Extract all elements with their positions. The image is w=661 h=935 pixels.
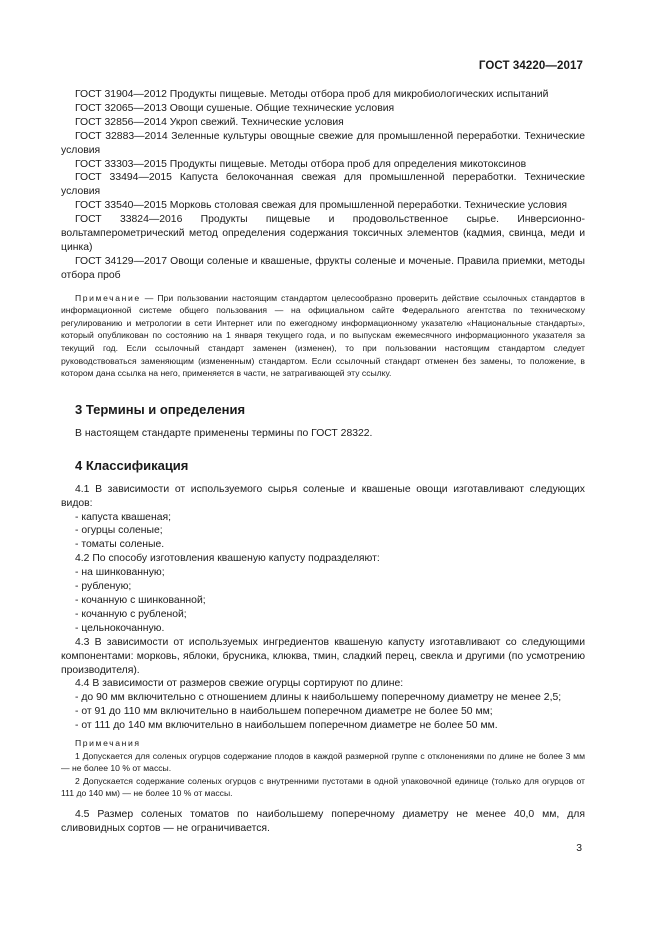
reference-item: ГОСТ 33303—2015 Продукты пищевые. Методы отбора проб для определения микотоксинов <box>75 158 527 170</box>
list-item: - рубленую; <box>75 581 132 593</box>
section-3-title: 3 Термины и определения <box>75 401 246 417</box>
clause-4-1: 4.1 В зависимости от используемого сырья соленые и квашеные овощи изготавливают следующих видов: <box>61 483 585 509</box>
reference-item: ГОСТ 33540—2015 Морковь столовая свежая для промышленной переработки. Технические условия <box>75 200 568 212</box>
clause-4-4: 4.4 В зависимости от размеров свежие огурцы сортируют по длине: <box>75 678 404 690</box>
notes-label: Примечания <box>75 738 141 749</box>
list-item: - капуста квашеная; <box>75 511 171 523</box>
list-item: - кочанную с рубленой; <box>75 608 187 620</box>
clause-4-3: 4.3 В зависимости от используемых ингредиентов квашеную капусту изготавливают со следующими компонентами: морковь, яблоки, брусника, клюква, тмин, сладкий перец, свекла и другими (по усмотрению производителя). <box>61 636 585 676</box>
references-note <box>61 292 585 380</box>
reference-item: ГОСТ 33494—2015 Капуста белокочанная свежая для промышленной переработки. Технические условия <box>61 172 585 198</box>
note-text: — При пользовании настоящим стандартом целесообразно проверить действие ссылочных стандартов в информационной системе общего пользования — на официальном сайте Федерального агентства по техническому регулированию и метрологии в сети Интернет или по ежегодному информационному указателю «Национальные стандарты», который опубликован по состоянию на 1 января текущего года, и по выпускам ежемесячного информационного указателя за текущий год. Если ссылочный стандарт заменен (изменен), то при пользовании настоящим стандартом следует руководствоваться заменяющим (измененным) стандартом. Если ссылочный стандарт отменен без замены, то положение, в котором дана ссылка на него, применяется в части, не затрагивающей эту ссылку. <box>61 292 585 379</box>
document-header: ГОСТ 34220—2017 <box>478 60 583 72</box>
list-item: - цельнокочанную. <box>75 622 165 634</box>
reference-item: ГОСТ 33824—2016 Продукты пищевые и продовольственное сырье. Инверсионно-вольтамперометрический метод определения содержания токсичных элементов (кадмия, свинца, меди и цинка) <box>61 214 585 253</box>
list-item: - от 111 до 140 мм включительно в наибольшем поперечном диаметре не более 50 мм. <box>75 720 498 732</box>
section-4-title: 4 Классификация <box>75 457 189 473</box>
normative-references <box>61 88 585 283</box>
reference-item: ГОСТ 32883—2014 Зеленные культуры овощные свежие для промышленной переработки. Технические условия <box>61 130 585 156</box>
list-item: - кочанную с шинкованной; <box>75 595 206 606</box>
reference-item: ГОСТ 32856—2014 Укроп свежий. Технические условия <box>75 116 344 128</box>
reference-item: ГОСТ 34129—2017 Овощи соленые и квашеные, фрукты соленые и моченые. Правила приемки, методы отбора проб <box>61 255 585 281</box>
document-body <box>61 88 585 836</box>
list-item: - от 91 до 110 мм включительно в наибольшем поперечном диаметре не более 50 мм; <box>75 706 493 718</box>
section-3-text: В настоящем стандарте применены термины по ГОСТ 28322. <box>75 427 373 439</box>
list-item: - до 90 мм включительно с отношением длины к наибольшему поперечному диаметру не менее 2,5; <box>75 692 562 704</box>
clause-4-2: 4.2 По способу изготовления квашеную капусту подразделяют: <box>75 553 380 565</box>
note-item: 1 Допускается для соленых огурцов содержание плодов в каждой размерной группе с отклонениями по длине не более 3 мм — не более 10 % от массы. <box>61 750 585 774</box>
note-label: Примечание <box>75 292 141 303</box>
note-item: 2 Допускается содержание соленых огурцов с внутренними пустотами в одной упаковочной единице (только для огурцов от 111 до 140 мм) — не более 10 % от массы. <box>61 775 585 799</box>
clause-4-5: 4.5 Размер соленых томатов по наибольшему поперечному диаметру не менее 40,0 мм, для сливовидных сортов — не ограничивается. <box>61 809 585 834</box>
list-item: - томаты соленые. <box>75 539 165 551</box>
list-item: - огурцы соленые; <box>75 525 163 537</box>
reference-item: ГОСТ 31904—2012 Продукты пищевые. Методы отбора проб для микробиологических испытаний <box>75 89 549 100</box>
reference-item: ГОСТ 32065—2013 Овощи сушеные. Общие технические условия <box>75 102 395 114</box>
page-number: 3 <box>576 843 582 854</box>
list-item: - на шинкованную; <box>75 567 165 579</box>
